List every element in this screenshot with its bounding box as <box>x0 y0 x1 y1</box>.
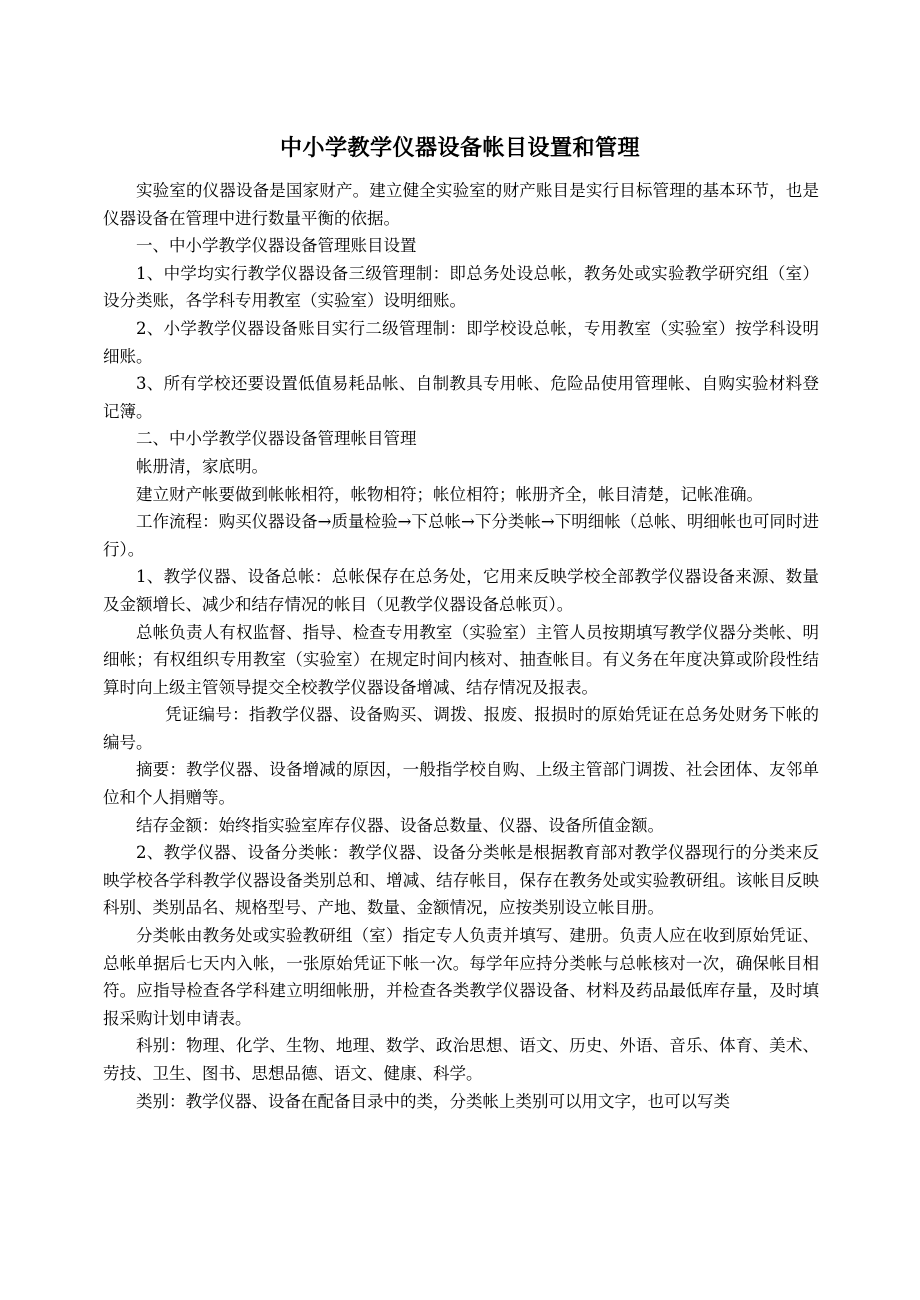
paragraph-item: 3、所有学校还要设置低值易耗品帐、自制教具专用帐、危险品使用管理帐、自购实验材料登记簿。 <box>103 374 819 421</box>
paragraph-definition: 凭证编号：指教学仪器、设备购买、调拨、报废、报损时的原始凭证在总务处财务下帐的编号。 <box>103 705 819 752</box>
section-heading-1: 一、中小学教学仪器设备管理账目设置 <box>136 236 417 256</box>
paragraph-item: 2、小学教学仪器设备账目实行二级管理制：即学校设总帐，专用教室（实验室）按学科设明细账。 <box>103 318 819 366</box>
paragraph-item: 建立财产帐要做到帐帐相符，帐物相符；帐位相符；帐册齐全，帐目清楚，记帐准确。 <box>136 484 763 504</box>
document-body <box>103 177 819 1115</box>
paragraph-definition: 结存金额：始终指实验室库存仪器、设备总数量、仪器、设备所值金额。 <box>136 815 664 835</box>
paragraph-item: 分类帐由教务处或实验教研组（室）指定专人负责并填写、建册。负责人应在收到原始凭证、总帐单据后七天内入帐，一张原始凭证下帐一次。每学年应持分类帐与总帐核对一次，确保帐目相符。应指导检查各学科建立明细帐册，并检查各类教学仪器设备、材料及药品最低库存量，及时填报采购计划申请表。 <box>103 926 819 1028</box>
paragraph-definition: 科别：物理、化学、生物、地理、数学、政治思想、语文、历史、外语、音乐、体育、美术、劳技、卫生、图书、思想品德、语文、健康、科学。 <box>103 1036 819 1083</box>
section-heading-2: 二、中小学教学仪器设备管理帐目管理 <box>136 429 417 449</box>
paragraph-item: 1、中学均实行教学仪器设备三级管理制：即总务处设总帐，教务处或实验教学研究组（室）设分类账，各学科专用教室（实验室）设明细账。 <box>103 263 819 311</box>
paragraph-definition: 摘要：教学仪器、设备增减的原因，一般指学校自购、上级主管部门调拨、社会团体、友邻单位和个人捐赠等。 <box>103 760 819 808</box>
document-title: 中小学教学仪器设备帐目设置和管理 <box>279 136 640 161</box>
paragraph-definition: 类别：教学仪器、设备在配备目录中的类，分类帐上类别可以用文字，也可以写类 <box>136 1091 730 1111</box>
paragraph-motto: 帐册清，家底明。 <box>136 456 268 476</box>
paragraph-workflow: 工作流程：购买仪器设备→质量检验→下总帐→下分类帐→下明细帐（总帐、明细帐也可同时进行）。 <box>103 512 819 559</box>
paragraph-item: 总帐负责人有权监督、指导、检查专用教室（实验室）主管人员按期填写教学仪器分类帐、明细帐；有权组织专用教室（实验室）在规定时间内核对、抽查帐目。有义务在年度决算或阶段性结算时向上级主管领导提交全校教学仪器设备增减、结存情况及报表。 <box>103 622 819 697</box>
paragraph-item: 2、教学仪器、设备分类帐：教学仪器、设备分类帐是根据教育部对教学仪器现行的分类来反映学校各学科教学仪器设备类别总和、增减、结存帐目，保存在教务处或实验教研组。该帐目反映科别、类别品名、规格型号、产地、数量、金额情况，应按类别设立帐目册。 <box>103 843 819 918</box>
paragraph-item: 1、教学仪器、设备总帐：总帐保存在总务处，它用来反映学校全部教学仪器设备来源、数量及金额增长、减少和结存情况的帐目（见教学仪器设备总帐页）。 <box>103 567 819 614</box>
paragraph-intro: 实验室的仪器设备是国家财产。建立健全实验室的财产账目是实行目标管理的基本环节，也是仪器设备在管理中进行数量平衡的依据。 <box>103 181 819 228</box>
